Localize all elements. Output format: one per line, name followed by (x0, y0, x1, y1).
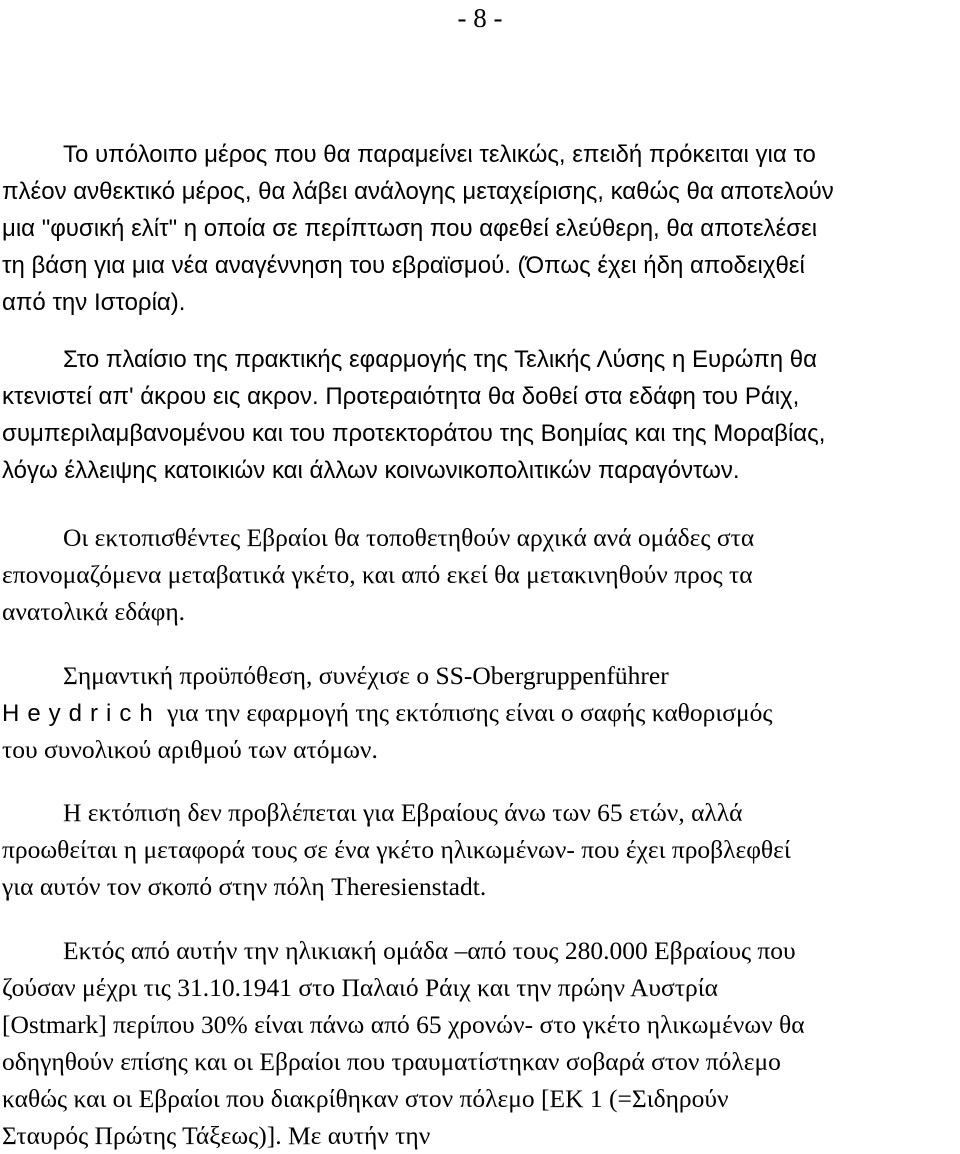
text-line: Οι εκτοπισθέντες Εβραίοι θα τοποθετηθούν αρχικά ανά ομάδες στα (63, 523, 755, 552)
text-line: Σταυρός Πρώτης Τάξεως)]. Με αυτήν την (2, 1121, 431, 1150)
text-line: [Ostmark] περίπου 30% είναι πάνω από 65 χρονών- στο γκέτο ηλικωμένων θα (2, 1010, 805, 1039)
page-number: - 8 - (457, 3, 503, 33)
text-line: μια "φυσική ελίτ" η οποία σε περίπτωση που αφεθεί ελεύθερη, θα αποτελέσει (2, 215, 818, 242)
text-line: οδηγηθούν επίσης και οι Εβραίοι που τραυματίστηκαν σοβαρά στον πόλεμο (2, 1047, 781, 1076)
paragraph-1 (2, 136, 960, 321)
text-line: Στο πλαίσιο της πρακτικής εφαρμογής της Τελικής Λύσης η Ευρώπη θα (63, 346, 817, 373)
text-line: προωθείται η μεταφορά τους σε ένα γκέτο ηλικωμένων- που έχει προβλεφθεί (2, 835, 791, 864)
text-line: για αυτόν τον σκοπό στην πόλη Theresienstadt. (2, 872, 487, 901)
text-line: Εκτός από αυτήν την ηλικιακή ομάδα –από τους 280.000 Εβραίους που (63, 936, 796, 965)
text-line (2, 694, 960, 731)
text-line: λόγω έλλειψης κατοικιών και άλλων κοινωνικοπολιτικών παραγόντων. (2, 457, 740, 484)
paragraph-6 (2, 932, 960, 1154)
paragraph-2 (2, 341, 960, 489)
text-line: Το υπόλοιπο μέρος που θα παραμείνει τελικώς, επειδή πρόκειται για το (63, 141, 816, 168)
text-line: πλέον ανθεκτικό μέρος, θα λάβει ανάλογης μεταχείρισης, καθώς θα αποτελούν (2, 178, 834, 205)
text-line: ανατολικά εδάφη. (2, 597, 186, 626)
text-line: επονομαζόμενα μεταβατικά γκέτο, και από εκεί θα μετακινηθούν προς τα (2, 560, 753, 589)
text-line: από την Ιστορία). (2, 289, 186, 316)
paragraph-4 (2, 657, 960, 768)
text-line: κτενιστεί απ' άκρου εις ακρον. Προτεραιότητα θα δοθεί στα εδάφη του Ράιχ, (2, 383, 800, 410)
text-line: του συνολικού αριθμού των ατόμων. (2, 735, 378, 764)
text-line: τη βάση για μια νέα αναγέννηση του εβραϊσμού. (Όπως έχει ήδη αποδειχθεί (2, 252, 805, 279)
text-line: Η εκτόπιση δεν προβλέπεται για Εβραίους άνω των 65 ετών, αλλά (63, 798, 743, 827)
text-line: ζούσαν μέχρι τις 31.10.1941 στο Παλαιό Ράιχ και την πρώην Αυστρία (2, 973, 718, 1002)
text-run: για την εφαρμογή της εκτόπισης είναι ο σαφής καθορισμός (160, 698, 773, 727)
text-line: Σημαντική προϋπόθεση, συνέχισε ο SS-Obergruppenführer (63, 661, 669, 690)
spaced-name: Heydrich (2, 700, 161, 727)
text-line: συμπεριλαμβανομένου και του προτεκτοράτου της Βοημίας και της Μοραβίας, (2, 420, 826, 447)
text-line: καθώς και οι Εβραίοι που διακρίθηκαν στον πόλεμο [ΕΚ 1 (=Σιδηρούν (2, 1084, 729, 1113)
paragraph-3 (2, 519, 960, 630)
paragraph-5 (2, 794, 960, 905)
